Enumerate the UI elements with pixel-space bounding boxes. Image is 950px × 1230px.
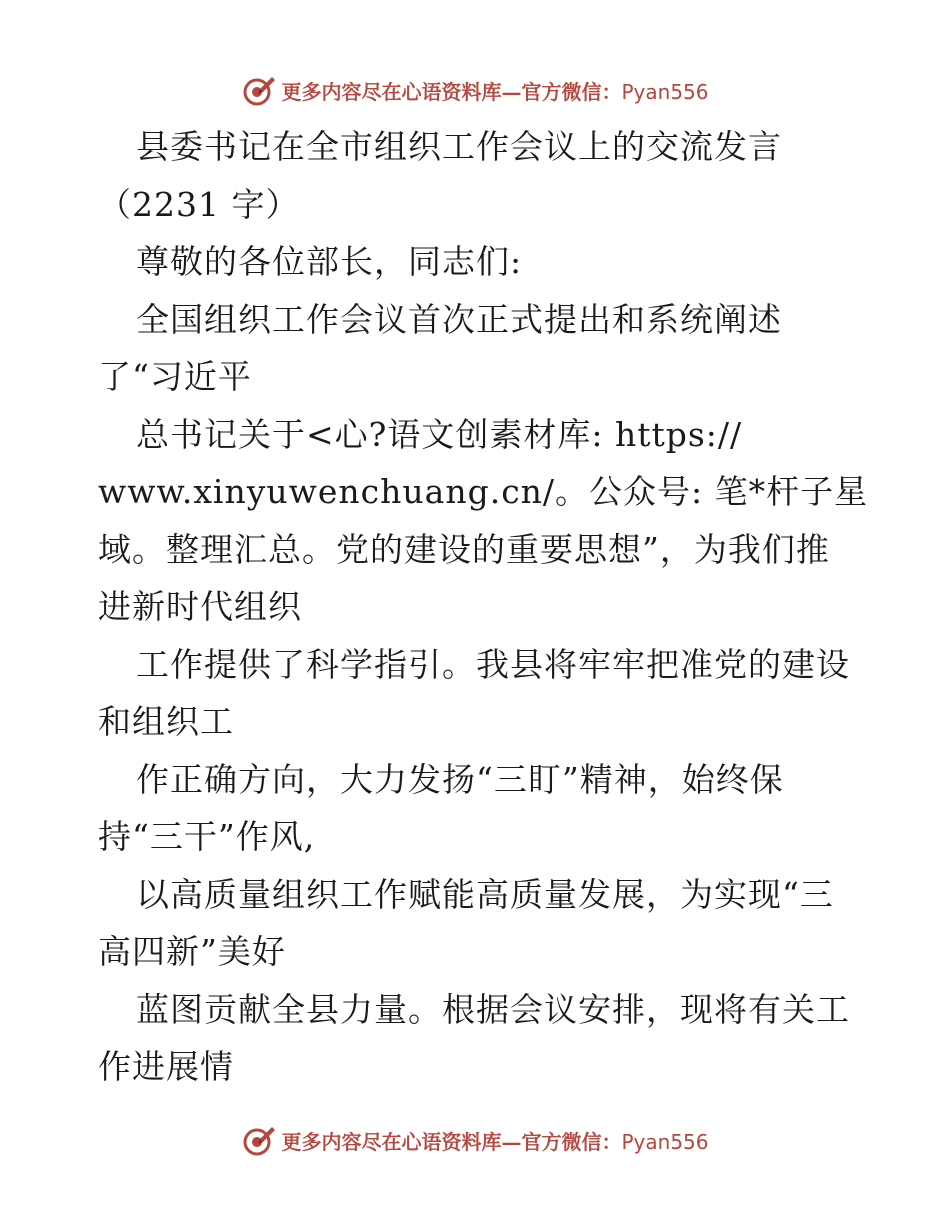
text-line: 和组织工 <box>98 702 234 741</box>
pen-logo-icon <box>241 72 277 108</box>
text-line: 持“三干”作风, <box>98 817 316 856</box>
text-line: 进新时代组织 <box>98 587 302 626</box>
text-line: 域。整理汇总。党的建设的重要思想”，为我们推 <box>98 529 830 569</box>
text-line: 作正确方向，大力发扬“三盯”精神，始终保 <box>136 759 784 799</box>
text-line: （2231 字） <box>98 184 300 224</box>
header-watermark <box>0 68 950 112</box>
text-line: 以高质量组织工作赋能高质量发展，为实现“三 <box>136 874 834 914</box>
text-line: 总书记关于<心?语文创素材库: https:// <box>136 414 743 454</box>
text-line: www.xinyuwenchuang.cn/。公众号: 笔*杆子星 <box>98 472 869 511</box>
pen-logo-icon <box>241 1122 277 1158</box>
footer-watermark <box>0 1118 950 1162</box>
text-line: 高四新”美好 <box>98 932 286 971</box>
text-line: 蓝图贡献全县力量。根据会议安排，现将有关工 <box>136 989 850 1029</box>
text-line: 县委书记在全市组织工作会议上的交流发言 <box>136 127 782 166</box>
text-line: 全国组织工作会议首次正式提出和系统阐述 <box>136 299 782 339</box>
document-body <box>98 118 869 1096</box>
text-line: 了“习近平 <box>98 357 252 396</box>
text-line: 尊敬的各位部长，同志们: <box>136 242 523 281</box>
watermark-text: 更多内容尽在心语资料库—官方微信：Pyan556 <box>281 79 709 104</box>
text-line: 作进展情 <box>98 1047 234 1086</box>
watermark-text: 更多内容尽在心语资料库—官方微信：Pyan556 <box>281 1129 709 1154</box>
text-line: 工作提供了科学指引。我县将牢牢把准党的建设 <box>136 644 850 684</box>
